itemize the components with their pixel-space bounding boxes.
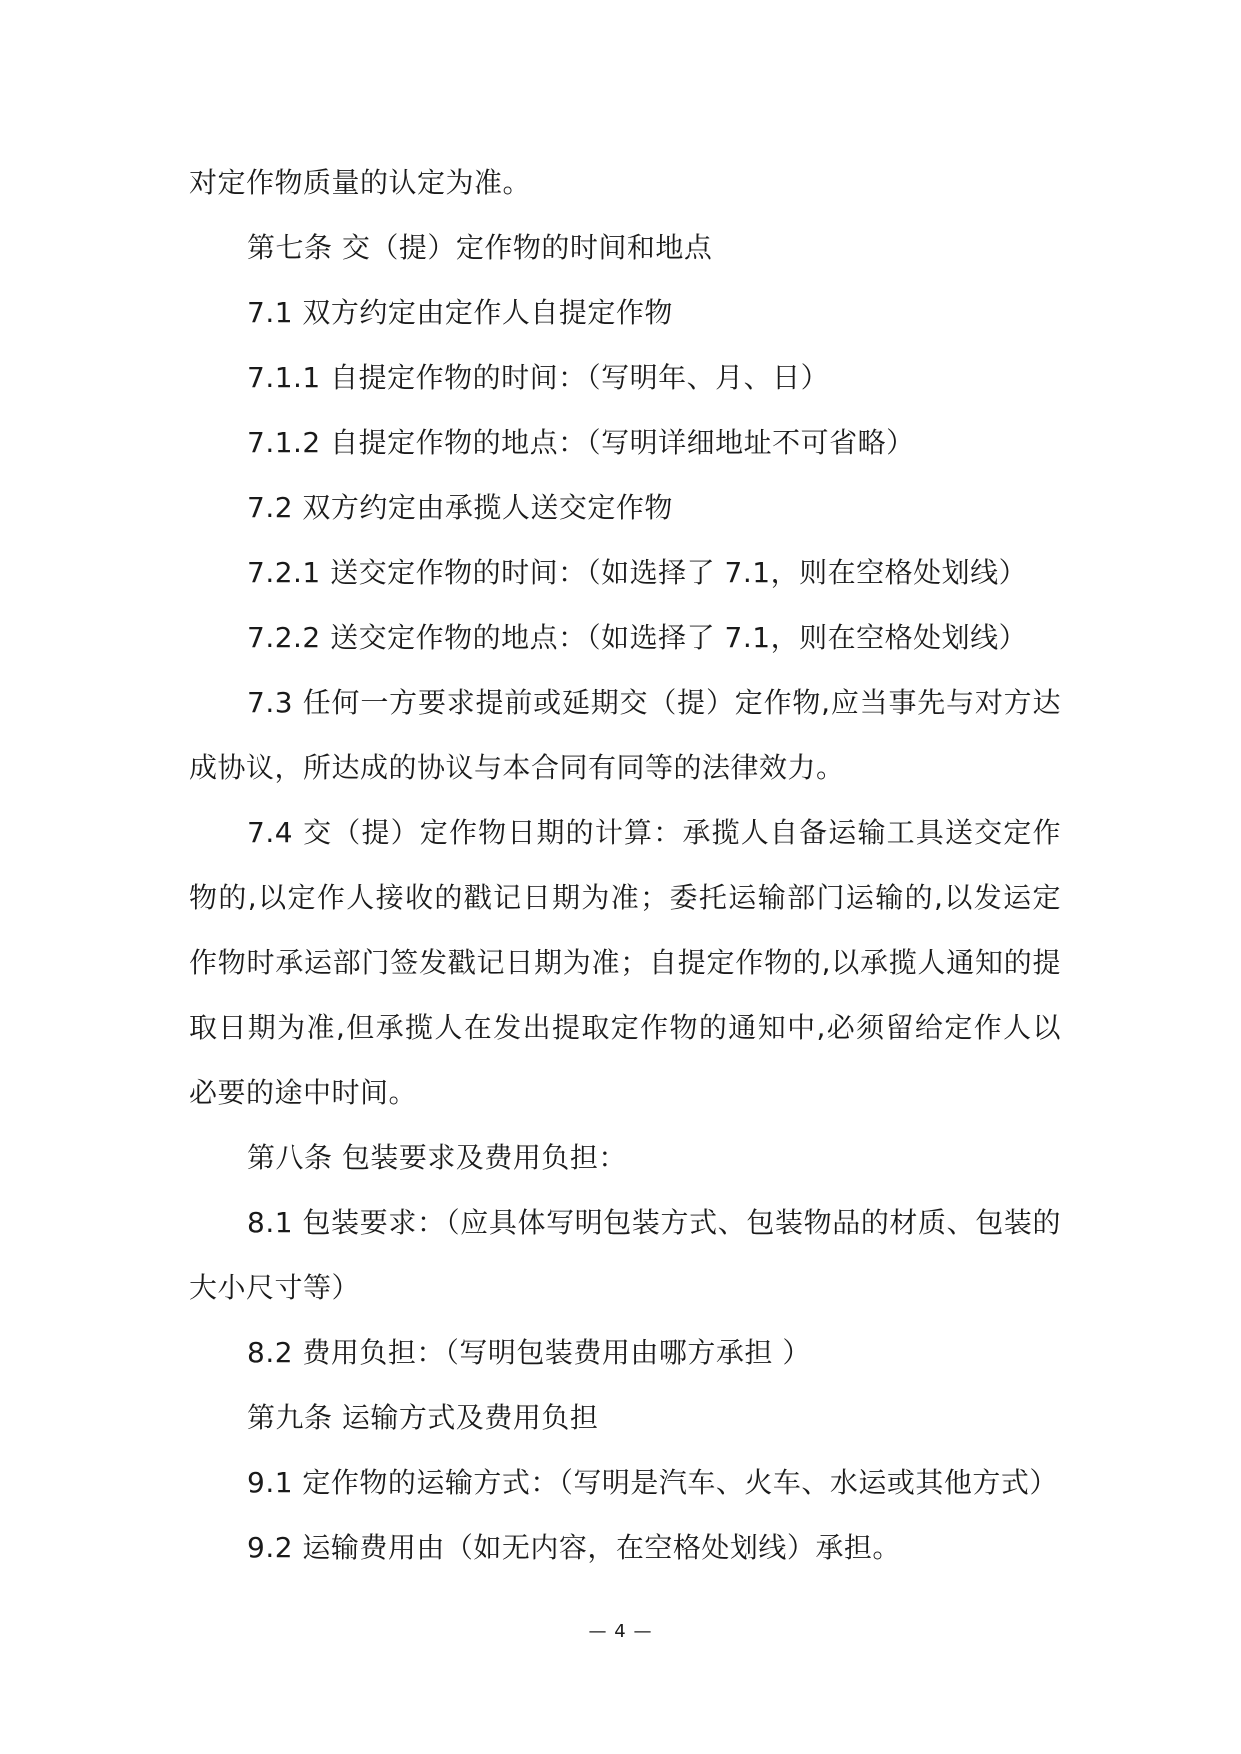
section-7-heading: 第七条 交（提）定作物的时间和地点	[247, 231, 713, 264]
clause-7-1-1: 7.1.1 自提定作物的时间：（写明年、月、日）	[247, 361, 830, 394]
paragraph-0: 对定作物质量的认定为准。	[189, 166, 532, 199]
page-number: — 4 —	[588, 1621, 653, 1642]
document-body	[189, 150, 1061, 1580]
section-8-heading: 第八条 包装要求及费用负担：	[247, 1141, 627, 1174]
clause-9-2: 9.2 运输费用由（如无内容，在空格处划线）承担。	[247, 1531, 901, 1564]
section-9-heading: 第九条 运输方式及费用负担	[247, 1401, 599, 1434]
clause-7-2-2: 7.2.2 送交定作物的地点：（如选择了 7.1，则在空格处划线）	[247, 621, 1028, 654]
clause-7-4: 7.4 交（提）定作物日期的计算：承揽人自备运输工具送交定作物的,以定作人接收的戳记日期为准；委托运输部门运输的,以发运定作物时承运部门签发戳记日期为准；自提定作物的,以承揽人通知的提取日期为准,但承揽人在发出提取定作物的通知中,必须留给定作人以必要的途中时间。	[189, 816, 1061, 1109]
clause-7-3: 7.3 任何一方要求提前或延期交（提）定作物,应当事先与对方达成协议，所达成的协议与本合同有同等的法律效力。	[189, 686, 1061, 784]
clause-7-1-2: 7.1.2 自提定作物的地点：（写明详细地址不可省略）	[247, 426, 915, 459]
clause-7-2: 7.2 双方约定由承揽人送交定作物	[247, 491, 673, 524]
clause-8-1: 8.1 包装要求：（应具体写明包装方式、包装物品的材质、包装的大小尺寸等）	[189, 1206, 1061, 1304]
clause-7-1: 7.1 双方约定由定作人自提定作物	[247, 296, 673, 329]
clause-7-2-1: 7.2.1 送交定作物的时间：（如选择了 7.1，则在空格处划线）	[247, 556, 1028, 589]
clause-9-1: 9.1 定作物的运输方式：（写明是汽车、火车、水运或其他方式）	[247, 1466, 1058, 1499]
clause-8-2: 8.2 费用负担：（写明包装费用由哪方承担 ）	[247, 1336, 811, 1369]
